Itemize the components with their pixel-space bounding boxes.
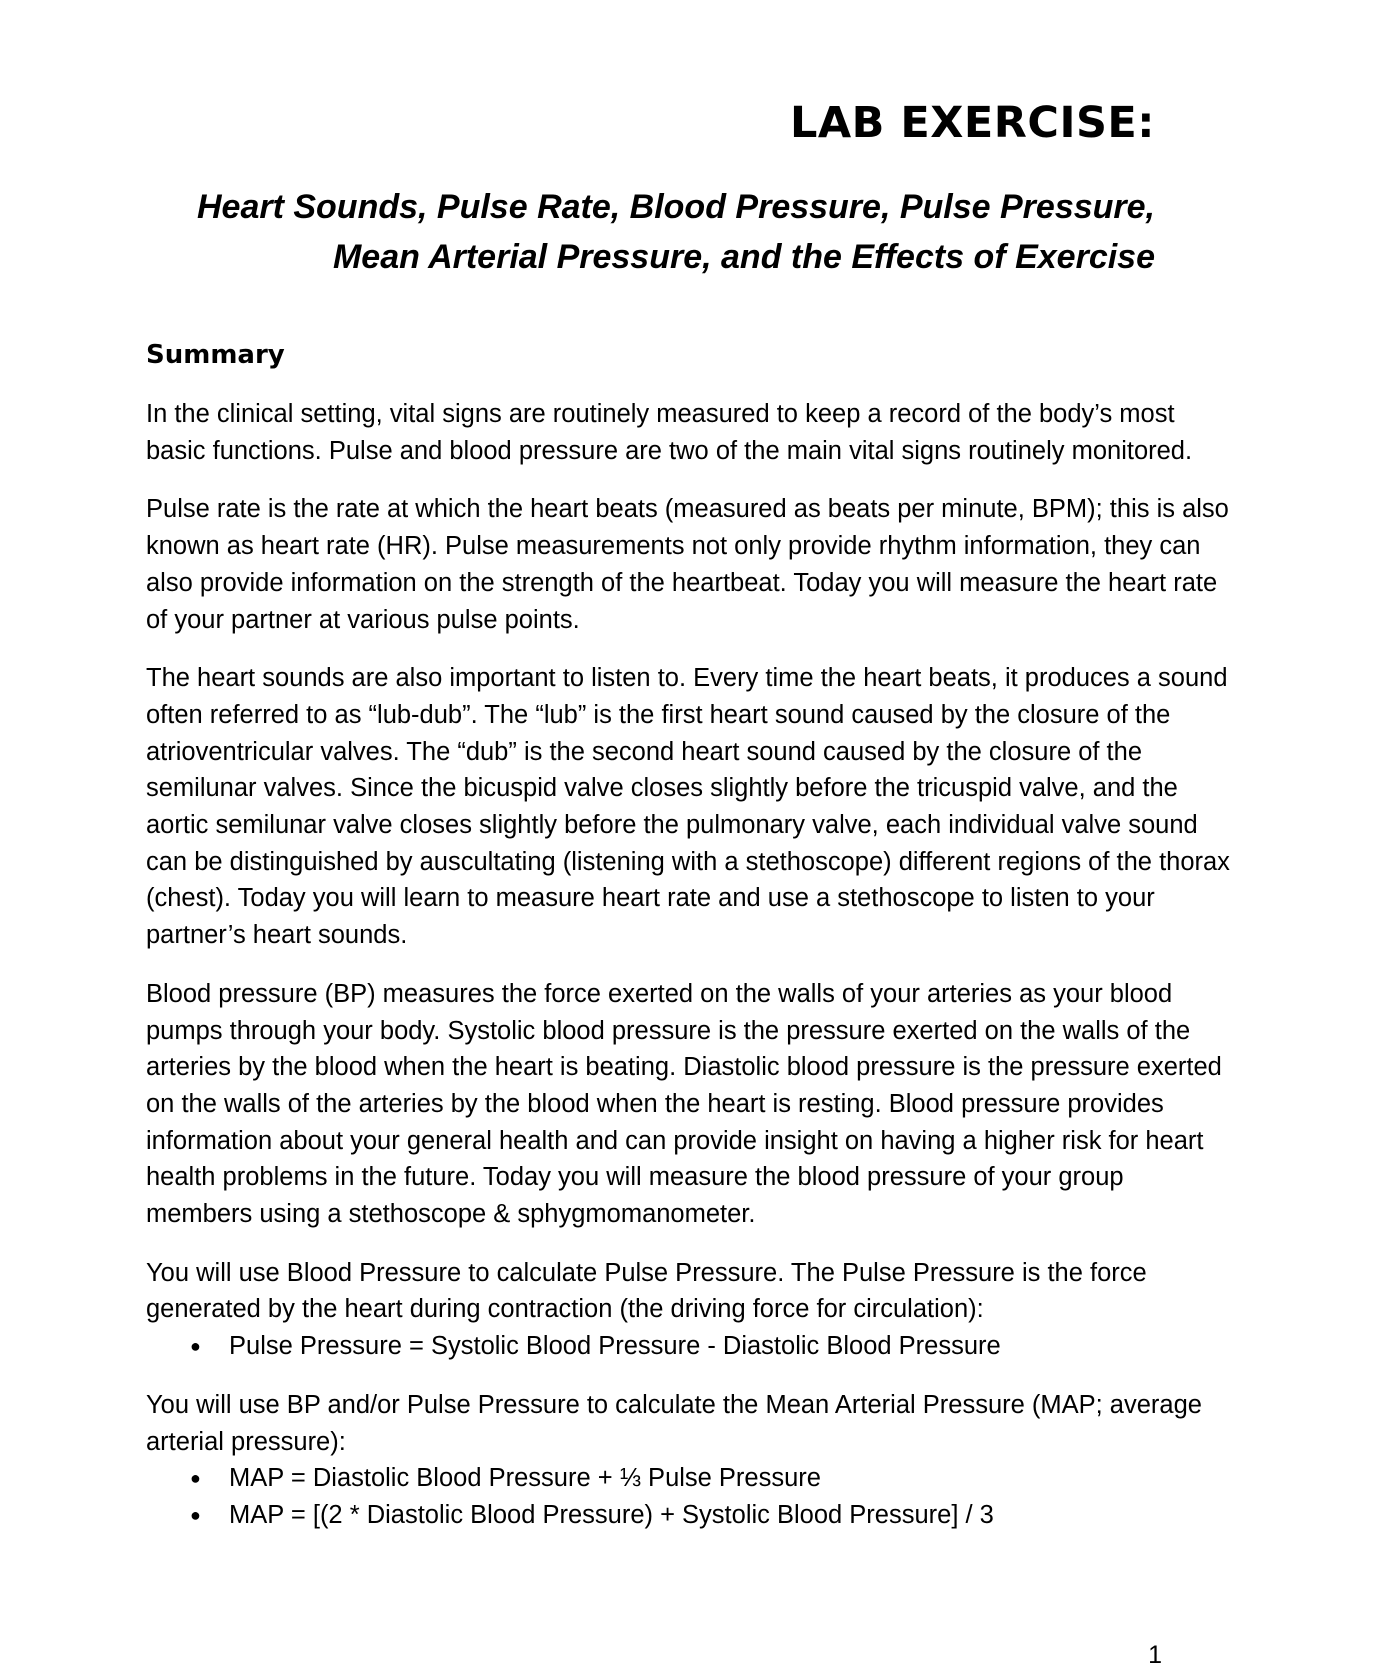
paragraph-blood-pressure: Blood pressure (BP) measures the force exerted on the walls of your arteries as your blood pumps through your body. Systolic blood pressure is the pressure exerted on the walls of the arteries by the blood when the heart is beating. Diastolic blood pressure is the pressure exerted on the walls of the arteries by the blood when the heart is resting. Blood pressure provides information about your general health and can provide insight on having a higher risk for heart health problems in the future. Today you will measure the blood pressure of your group members using a stethoscope & sphygmomanometer.	[146, 979, 1222, 1229]
bullet-icon: ●	[190, 1504, 201, 1525]
paragraph-pulse-rate: Pulse rate is the rate at which the heart beats (measured as beats per minute, BPM); this is also known as heart rate (HR). Pulse measurements not only provide rhythm information, they can also provide information on the strength of the heartbeat. Today you will measure the heart rate of your partner at various pulse points.	[146, 495, 1229, 634]
bullet-icon: ●	[190, 1336, 201, 1357]
pulse-pressure-formula-list	[146, 1328, 1236, 1365]
paragraph-heart-sounds: The heart sounds are also important to listen to. Every time the heart beats, it produces a sound often referred to as “lub-dub”. The “lub” is the first heart sound caused by the closure of the atrioventricular valves. The “dub” is the second heart sound caused by the closure of the semilunar valves. Since the bicuspid valve closes slightly before the tricuspid valve, and the aortic semilunar valve closes slightly before the pulmonary valve, each individual valve sound can be distinguished by auscultating (listening with a stethoscope) different regions of the thorax (chest). Today you will learn to measure heart rate and use a stethoscope to listen to your partner’s heart sounds.	[146, 664, 1230, 950]
list-item	[146, 1328, 1236, 1365]
subtitle-line-2: Mean Arterial Pressure, and the Effects of Exercise	[332, 238, 1155, 276]
formula-pulse-pressure: Pulse Pressure = Systolic Blood Pressure - Diastolic Blood Pressure	[229, 1332, 1001, 1361]
page-number: 1	[1148, 1641, 1162, 1669]
formula-map-1: MAP = Diastolic Blood Pressure + ⅓ Pulse Pressure	[229, 1464, 821, 1493]
map-formula-list	[146, 1460, 1236, 1533]
list-item	[146, 1460, 1236, 1497]
summary-heading: Summary	[146, 340, 285, 370]
paragraph-pulse-pressure: You will use Blood Pressure to calculate Pulse Pressure. The Pulse Pressure is the force generated by the heart during contraction (the driving force for circulation):	[146, 1258, 1147, 1324]
subtitle-line-1: Heart Sounds, Pulse Rate, Blood Pressure, Pulse Pressure,	[196, 188, 1155, 226]
formula-map-2: MAP = [(2 * Diastolic Blood Pressure) + Systolic Blood Pressure] / 3	[229, 1500, 994, 1529]
document-title: LAB EXERCISE:	[789, 98, 1155, 148]
bullet-icon: ●	[190, 1468, 201, 1489]
paragraph-vital-signs: In the clinical setting, vital signs are routinely measured to keep a record of the body’s most basic functions. Pulse and blood pressure are two of the main vital signs routinely monitored.	[146, 400, 1193, 465]
document-body	[146, 337, 1236, 1556]
document-subtitle	[155, 182, 1155, 282]
paragraph-map: You will use BP and/or Pulse Pressure to calculate the Mean Arterial Pressure (MAP; average arterial pressure):	[146, 1390, 1202, 1456]
list-item	[146, 1497, 1236, 1534]
